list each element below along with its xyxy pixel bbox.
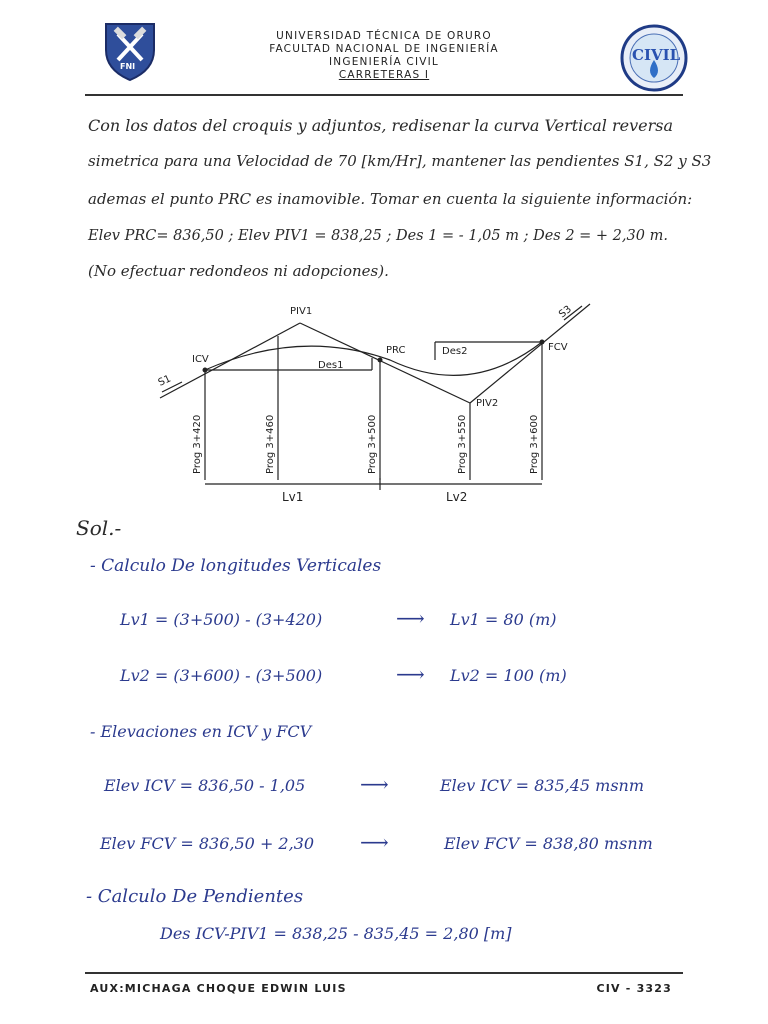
problem-line-1: Con los datos del croquis y adjuntos, redisenar la curva Vertical reversa [88, 116, 674, 135]
section-pendientes: - Calculo De Pendientes [86, 886, 304, 907]
footer-divider [85, 972, 683, 974]
elev-icv-equation: Elev ICV = 836,50 - 1,05 [104, 776, 306, 795]
label-icv: ICV [192, 354, 209, 365]
header-divider [85, 94, 683, 96]
problem-line-4: Elev PRC= 836,50 ; Elev PIV1 = 838,25 ; Des 1 = - 1,05 m ; Des 2 = + 2,30 m. [88, 228, 668, 244]
header-text [200, 30, 568, 82]
sol-heading: Sol.- [76, 516, 122, 540]
elev-fcv-result: Elev FCV = 838,80 msnm [444, 834, 653, 853]
lv1-equation: Lv1 = (3+500) - (3+420) [120, 610, 323, 629]
lv2-equation: Lv2 = (3+600) - (3+500) [120, 666, 323, 685]
page-header [0, 24, 768, 96]
label-fcv: FCV [548, 342, 568, 353]
lv2-arrow: ⟶ [396, 662, 425, 686]
label-prc: PRC [386, 345, 406, 356]
label-lv2: Lv2 [446, 490, 468, 504]
section-longitudes: - Calculo De longitudes Verticales [90, 556, 382, 576]
vertical-curve-sketch [150, 298, 610, 513]
header-line-university: UNIVERSIDAD TÉCNICA DE ORURO [276, 30, 492, 42]
tangent-s3 [470, 304, 590, 403]
header-line-career: INGENIERÍA CIVIL [329, 56, 439, 68]
header-line-course: CARRETERAS I [338, 69, 430, 81]
problem-line-5: (No efectuar redondeos ni adopciones). [88, 262, 389, 280]
header-line-faculty: FACULTAD NACIONAL DE INGENIERÍA [269, 43, 499, 55]
des-icv-piv1-equation: Des ICV-PIV1 = 838,25 - 835,45 = 2,80 [m] [160, 924, 512, 943]
fni-logo-text: FNI [120, 62, 136, 71]
fni-logo [100, 20, 160, 82]
label-prog-3550: Prog 3+550 [457, 414, 468, 474]
label-s1: S1 [156, 373, 173, 389]
lv1-result: Lv1 = 80 (m) [450, 610, 557, 629]
lv2-result: Lv2 = 100 (m) [450, 666, 567, 685]
footer-course-code: CIV - 3323 [596, 982, 672, 995]
civil-logo-text: CIVIL [632, 46, 681, 64]
lv1-arrow: ⟶ [396, 606, 425, 630]
label-prog-3420: Prog 3+420 [192, 414, 203, 474]
label-des2: Des2 [442, 346, 468, 357]
problem-line-2: simetrica para una Velocidad de 70 [km/Hr], mantener las pendientes S1, S2 y S3 [88, 152, 712, 170]
label-prog-3600: Prog 3+600 [529, 414, 540, 474]
elev-fcv-arrow: ⟶ [360, 830, 389, 854]
footer-author: AUX:MICHAGA CHOQUE EDWIN LUIS [90, 982, 347, 995]
label-piv1: PIV1 [290, 306, 313, 317]
label-prog-3460: Prog 3+460 [265, 414, 276, 474]
label-des1: Des1 [318, 360, 344, 371]
label-prog-3500: Prog 3+500 [367, 414, 378, 474]
elev-icv-result: Elev ICV = 835,45 msnm [440, 776, 645, 795]
elev-icv-arrow: ⟶ [360, 772, 389, 796]
label-piv2: PIV2 [476, 398, 499, 409]
civil-logo [620, 24, 688, 92]
label-s3: S3 [557, 303, 574, 321]
problem-line-3: ademas el punto PRC es inamovible. Tomar en cuenta la siguiente información: [88, 190, 693, 208]
elev-fcv-equation: Elev FCV = 836,50 + 2,30 [100, 834, 315, 853]
section-elevaciones: - Elevaciones en ICV y FCV [90, 722, 312, 741]
label-lv1: Lv1 [282, 490, 304, 504]
